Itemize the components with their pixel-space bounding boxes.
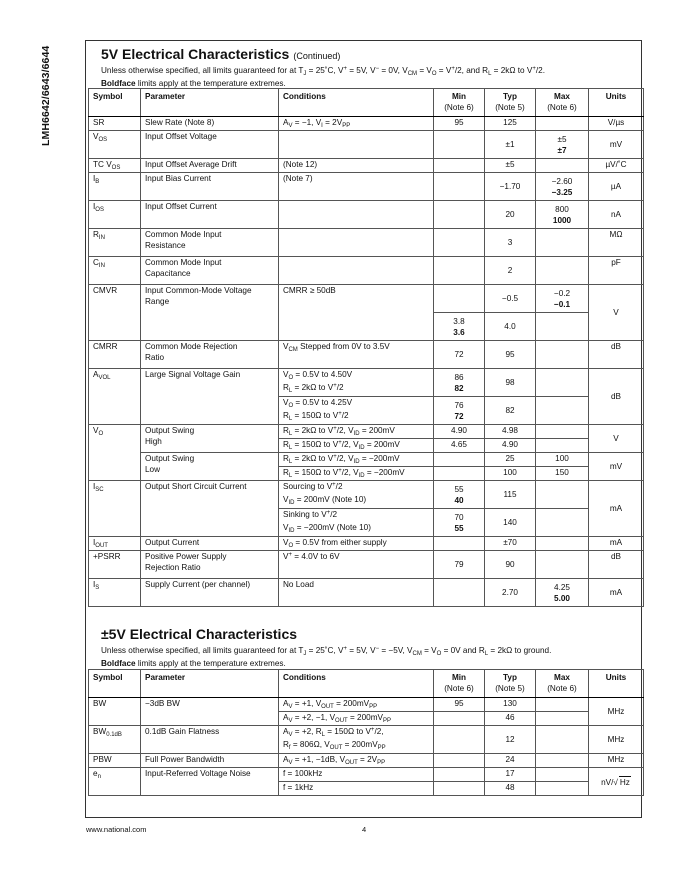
typ-cell: 20 <box>485 201 536 229</box>
table-row <box>89 551 644 579</box>
max-cell <box>536 754 589 768</box>
units-cell: µV/˚C <box>589 159 644 173</box>
units-cell: nV/√ Hz <box>589 768 644 796</box>
max-cell <box>536 313 589 341</box>
parameter-cell: Input Common-Mode Voltage Range <box>141 285 279 341</box>
units-cell: dB <box>589 551 644 579</box>
units-cell: MΩ <box>589 229 644 257</box>
section-title-5v <box>101 46 340 62</box>
intro-text: Unless otherwise specified, all limits guaranteed for at T <box>101 66 304 75</box>
min-cell <box>434 229 485 257</box>
footer-page-number: 4 <box>362 825 367 834</box>
parameter-cell: Input Bias Current <box>141 173 279 201</box>
conditions-cell: Sourcing to V+/2 $V_{ID} = 200mV$ (Note 10) <box>279 481 434 509</box>
conditions-cell: $A_V = +2$, $R_L = 150\Omega$ to V+/2, $R_f = 806\Omega$, $V_{OUT} = 200mV_{PP}$ <box>279 726 434 754</box>
col-typ: Typ (Note 5) <box>485 670 536 698</box>
intro-text: = V <box>436 66 452 75</box>
conditions-cell: $V_O = 0.5V$ to 4.50V $R_L = 2k\Omega$ to V+/2 <box>279 369 434 397</box>
table-row <box>89 229 644 257</box>
units-cell: MHz <box>589 698 644 726</box>
table-row <box>89 173 644 201</box>
section-title-text: 5V Electrical Characteristics <box>101 46 290 62</box>
max-cell <box>536 509 589 537</box>
conditions-cell: $A_V = +1$, $V_{OUT} = 200mV_{PP}$ <box>279 698 434 712</box>
col-units: Units <box>589 89 644 117</box>
table-row <box>89 726 644 754</box>
conditions-cell: $V_{CM}$ Stepped from 0V to 3.5V <box>279 341 434 369</box>
intro-text: = 5V, V <box>346 646 376 655</box>
symbol-cell: SR <box>89 117 141 131</box>
table-row <box>89 285 644 313</box>
symbol-cell: $I_{OS}$ <box>89 201 141 229</box>
table-row <box>89 481 644 509</box>
symbol-cell: $I_B$ <box>89 173 141 201</box>
units-cell: nA <box>589 201 644 229</box>
symbol-cell: TC $V_{OS}$ <box>89 159 141 173</box>
typ-cell: 4.98 <box>485 425 536 439</box>
table-row <box>89 453 644 467</box>
min-cell <box>434 467 485 481</box>
units-cell: dB <box>589 341 644 369</box>
col-max: Max (Note 6) <box>536 670 589 698</box>
parameter-cell: Full Power Bandwidth <box>141 754 279 768</box>
max-cell <box>536 726 589 754</box>
table-header-row <box>89 670 644 698</box>
intro-text: = 2kΩ to ground. <box>488 646 552 655</box>
typ-cell: 95 <box>485 341 536 369</box>
intro-text: = 0V and R <box>441 646 485 655</box>
parameter-cell: Input-Referred Voltage Noise <box>141 768 279 796</box>
parameter-cell: Output Swing High <box>141 425 279 453</box>
min-cell <box>434 579 485 607</box>
max-cell <box>536 782 589 796</box>
intro-text: = V <box>417 66 432 75</box>
typ-cell: 98 <box>485 369 536 397</box>
min-cell: 72 <box>434 341 485 369</box>
units-cell: µA <box>589 173 644 201</box>
parameter-cell: Output Short Circuit Current <box>141 481 279 537</box>
conditions-cell: $R_L = 2k\Omega$ to V+/2, $V_{ID} = 200mV$ <box>279 425 434 439</box>
typ-cell: 2 <box>485 257 536 285</box>
intro-text: /2. <box>535 66 545 75</box>
intro-text: limits apply at the temperature extremes. <box>135 79 286 88</box>
typ-cell: −1.70 <box>485 173 536 201</box>
table-row <box>89 425 644 439</box>
min-cell: 79 <box>434 551 485 579</box>
max-cell <box>536 712 589 726</box>
intro-text: = 0V, V <box>379 66 408 75</box>
max-cell <box>536 768 589 782</box>
parameter-cell: Large Signal Voltage Gain <box>141 369 279 425</box>
min-cell <box>434 131 485 159</box>
symbol-cell: $V_{OS}$ <box>89 131 141 159</box>
parameter-cell: Output Current <box>141 537 279 551</box>
min-cell <box>434 285 485 313</box>
min-cell <box>434 159 485 173</box>
units-cell: MHz <box>589 726 644 754</box>
units-cell: dB <box>589 369 644 425</box>
conditions-cell: $A_V = +2$, −1, $V_{OUT} = 200mV_{PP}$ <box>279 712 434 726</box>
typ-cell: 12 <box>485 726 536 754</box>
typ-cell: 140 <box>485 509 536 537</box>
min-cell <box>434 201 485 229</box>
conditions-cell: $A_V = +1$, −1dB, $V_{OUT} = 2V_{PP}$ <box>279 754 434 768</box>
units-cell: V <box>589 285 644 341</box>
parameter-cell: Input Offset Current <box>141 201 279 229</box>
symbol-cell: $I_S$ <box>89 579 141 607</box>
conditions-cell: $V_O = 0.5V$ to 4.25V $R_L = 150\Omega$ to V+/2 <box>279 397 434 425</box>
symbol-cell: $e_n$ <box>89 768 141 796</box>
section-intro-pm5v: Unless otherwise specified, all limits guaranteed for at $T_J$ = 25˚C, V+ = 5V, V− = −5V, $V_{CM} = V_O = 0V$ and $R_L = 2k\Omega$ to ground. Boldface limits apply at the temperature extremes. <box>101 646 552 668</box>
max-cell <box>536 369 589 397</box>
min-cell: 95 <box>434 117 485 131</box>
typ-cell: 4.90 <box>485 439 536 453</box>
parameter-cell: Common Mode Rejection Ratio <box>141 341 279 369</box>
typ-cell: −0.5 <box>485 285 536 313</box>
units-cell: V <box>589 425 644 453</box>
boldface-label: Boldface <box>101 79 136 88</box>
parameter-cell: Common Mode Input Capacitance <box>141 257 279 285</box>
table-row <box>89 537 644 551</box>
section-intro-5v: Unless otherwise specified, all limits guaranteed for at $T_J$ = 25˚C, V+ = 5V, V− = 0V, $V_{CM} = V_O = V^+/2$, and $R_L = 2k\Omega$ to V+/2. Boldface limits apply at the temperature extremes. <box>101 66 545 88</box>
typ-cell: 2.70 <box>485 579 536 607</box>
conditions-cell: No Load <box>279 579 434 607</box>
parameter-cell: Input Offset Average Drift <box>141 159 279 173</box>
max-cell: −2.60 −3.25 <box>536 173 589 201</box>
parameter-cell: Input Offset Voltage <box>141 131 279 159</box>
conditions-cell: CMRR ≥ 50dB <box>279 285 434 341</box>
max-cell <box>536 397 589 425</box>
col-symbol: Symbol <box>89 89 141 117</box>
max-cell <box>536 159 589 173</box>
table-row <box>89 257 644 285</box>
conditions-cell: V+ = 4.0V to 6V <box>279 551 434 579</box>
conditions-cell: f = 1kHz <box>279 782 434 796</box>
intro-text: = 2kΩ to V <box>491 66 533 75</box>
max-cell <box>536 481 589 509</box>
max-cell: −0.2 −0.1 <box>536 285 589 313</box>
units-cell: pF <box>589 257 644 285</box>
col-conditions: Conditions <box>279 89 434 117</box>
symbol-cell: $I_{OUT}$ <box>89 537 141 551</box>
min-cell: 86 82 <box>434 369 485 397</box>
typ-cell: 48 <box>485 782 536 796</box>
col-min: Min (Note 6) <box>434 89 485 117</box>
max-cell: 150 <box>536 467 589 481</box>
col-max: Max (Note 6) <box>536 89 589 117</box>
typ-cell: ±70 <box>485 537 536 551</box>
min-cell: 4.90 <box>434 425 485 439</box>
table-row <box>89 117 644 131</box>
min-cell: 95 <box>434 698 485 712</box>
parameter-cell: Output Swing Low <box>141 453 279 481</box>
table-row <box>89 768 644 782</box>
col-min: Min (Note 6) <box>434 670 485 698</box>
conditions-cell: (Note 12) <box>279 159 434 173</box>
min-cell: 76 72 <box>434 397 485 425</box>
intro-text: = 5V, V <box>346 66 376 75</box>
max-cell: 100 <box>536 453 589 467</box>
typ-cell: ±5 <box>485 159 536 173</box>
conditions-cell <box>279 229 434 257</box>
units-cell: mA <box>589 579 644 607</box>
min-cell <box>434 754 485 768</box>
max-cell <box>536 537 589 551</box>
section-title-pm5v: ±5V Electrical Characteristics <box>101 626 298 642</box>
parameter-cell: −3dB BW <box>141 698 279 726</box>
min-cell <box>434 782 485 796</box>
conditions-cell: $R_L = 150\Omega$ to V+/2, $V_{ID} = 200mV$ <box>279 439 434 453</box>
intro-text: = V <box>421 646 437 655</box>
units-cell: mV <box>589 453 644 481</box>
max-cell <box>536 551 589 579</box>
table-row <box>89 369 644 397</box>
min-cell: 4.65 <box>434 439 485 453</box>
parameter-cell: Supply Current (per channel) <box>141 579 279 607</box>
min-cell <box>434 537 485 551</box>
max-cell <box>536 257 589 285</box>
conditions-cell <box>279 257 434 285</box>
conditions-cell: Sinking to V+/2 $V_{ID} = -200mV$ (Note 10) <box>279 509 434 537</box>
typ-cell: 46 <box>485 712 536 726</box>
footer-website[interactable]: www.national.com <box>86 825 147 834</box>
units-cell: mA <box>589 481 644 537</box>
min-cell: 3.8 3.6 <box>434 313 485 341</box>
typ-cell: 90 <box>485 551 536 579</box>
spec-table-5v <box>88 88 644 607</box>
max-cell <box>536 425 589 439</box>
typ-cell: 130 <box>485 698 536 712</box>
col-typ: Typ (Note 5) <box>485 89 536 117</box>
conditions-cell: $A_V = -1$, $V_I = 2V_{PP}$ <box>279 117 434 131</box>
max-cell <box>536 341 589 369</box>
typ-cell: 4.0 <box>485 313 536 341</box>
min-cell: 55 40 <box>434 481 485 509</box>
table-row <box>89 159 644 173</box>
col-units: Units <box>589 670 644 698</box>
table-row <box>89 579 644 607</box>
min-cell <box>434 173 485 201</box>
units-cell: mV <box>589 131 644 159</box>
conditions-cell: $R_L = 150\Omega$ to V+/2, $V_{ID} = -200mV$ <box>279 467 434 481</box>
table-row <box>89 201 644 229</box>
intro-text: /2, and R <box>454 66 489 75</box>
max-cell <box>536 439 589 453</box>
symbol-cell: PBW <box>89 754 141 768</box>
table-row <box>89 698 644 712</box>
symbol-cell: $BW_{0.1dB}$ <box>89 726 141 754</box>
intro-text: = 25˚C, V <box>306 646 344 655</box>
typ-cell: 115 <box>485 481 536 509</box>
typ-cell: 100 <box>485 467 536 481</box>
parameter-cell: Common Mode Input Resistance <box>141 229 279 257</box>
typ-cell: 25 <box>485 453 536 467</box>
col-symbol: Symbol <box>89 670 141 698</box>
max-cell <box>536 698 589 712</box>
col-parameter: Parameter <box>141 89 279 117</box>
max-cell <box>536 229 589 257</box>
symbol-cell: $I_{SC}$ <box>89 481 141 537</box>
conditions-cell: $V_O = 0.5V$ from either supply <box>279 537 434 551</box>
symbol-cell: CMVR <box>89 285 141 341</box>
min-cell <box>434 712 485 726</box>
typ-cell: 17 <box>485 768 536 782</box>
side-part-number-label: LMH6642/6643/6644 <box>40 45 52 146</box>
min-cell <box>434 726 485 754</box>
max-cell <box>536 117 589 131</box>
min-cell <box>434 768 485 782</box>
typ-cell: ±1 <box>485 131 536 159</box>
col-conditions: Conditions <box>279 670 434 698</box>
table-header-row <box>89 89 644 117</box>
units-cell: MHz <box>589 754 644 768</box>
parameter-cell: Positive Power Supply Rejection Ratio <box>141 551 279 579</box>
conditions-cell: $R_L = 2k\Omega$ to V+/2, $V_{ID} = -200mV$ <box>279 453 434 467</box>
symbol-cell: BW <box>89 698 141 726</box>
symbol-cell: $A_{VOL}$ <box>89 369 141 425</box>
spec-table-pm5v <box>88 669 644 796</box>
max-cell: 4.25 5.00 <box>536 579 589 607</box>
min-cell <box>434 453 485 467</box>
intro-text: Unless otherwise specified, all limits guaranteed for at T <box>101 646 304 655</box>
typ-cell: 3 <box>485 229 536 257</box>
boldface-label: Boldface <box>101 659 136 668</box>
symbol-cell: $V_O$ <box>89 425 141 481</box>
conditions-cell <box>279 201 434 229</box>
symbol-cell: CMRR <box>89 341 141 369</box>
min-cell: 70 55 <box>434 509 485 537</box>
conditions-cell: (Note 7) <box>279 173 434 201</box>
intro-text: limits apply at the temperature extremes. <box>135 659 286 668</box>
typ-cell: 24 <box>485 754 536 768</box>
intro-text: = −5V, V <box>379 646 413 655</box>
table-row <box>89 131 644 159</box>
units-cell: mA <box>589 537 644 551</box>
intro-text: = 25˚C, V <box>306 66 344 75</box>
max-cell: ±5 ±7 <box>536 131 589 159</box>
typ-cell: 82 <box>485 397 536 425</box>
conditions-cell <box>279 131 434 159</box>
max-cell: 800 1000 <box>536 201 589 229</box>
table-row <box>89 754 644 768</box>
typ-cell: 125 <box>485 117 536 131</box>
symbol-cell: $R_{IN}$ <box>89 229 141 257</box>
parameter-cell: 0.1dB Gain Flatness <box>141 726 279 754</box>
units-cell: V/µs <box>589 117 644 131</box>
table-row <box>89 341 644 369</box>
min-cell <box>434 257 485 285</box>
conditions-cell: f = 100kHz <box>279 768 434 782</box>
continued-note: (Continued) <box>293 51 341 61</box>
parameter-cell: Slew Rate (Note 8) <box>141 117 279 131</box>
col-parameter: Parameter <box>141 670 279 698</box>
symbol-cell: +PSRR <box>89 551 141 579</box>
symbol-cell: $C_{IN}$ <box>89 257 141 285</box>
